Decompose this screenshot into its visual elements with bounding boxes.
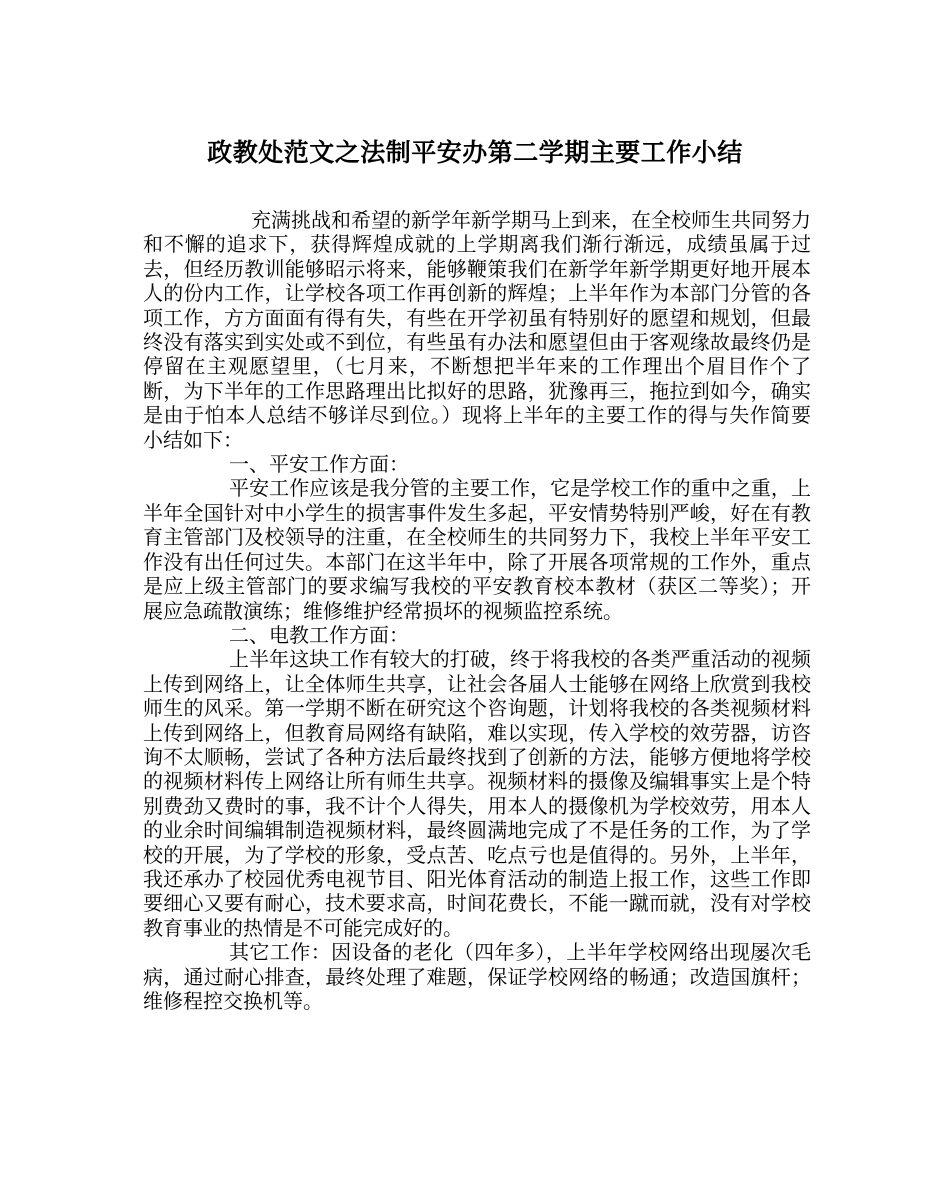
av-paragraph: 上半年这块工作有较大的打破，终于将我校的各类严重活动的视频上传到网络上，让全体师生共享，让社会各届人士能够在网络上欣赏到我校师生的风采。第一学期不断在研究这个咨询题，计划将我校的各类视频材料上传到网络上，但教育局网络有缺陷，难以实现，传入学校的效劳器，访咨询不太顺畅，尝试了各种方法后最终找到了创新的方法，能够方便地将学校的视频材料传上网络让所有师生共享。视频材料的摄像及编辑事实上是个特别费劲又费时的事，我不计个人得失，用本人的摄像机为学校效劳，用本人的业余时间编辑制造视频材料，最终圆满地完成了不是任务的工作，为了学校的开展，为了学校的形象，受点苦、吃点亏也是值得的。另外，上半年，我还承办了校园优秀电视节目、阳光体育活动的制造上报工作，这些工作即要细心又要有耐心，技术要求高，时间花费长，不能一蹴而就，没有对学校教育事业的热情是不可能完成好的。	[143, 647, 811, 940]
intro-paragraph: 充满挑战和希望的新学年新学期马上到来，在全校师生共同努力和不懈的追求下，获得辉煌成就的上学期离我们渐行渐远，成绩虽属于过去，但经历教训能够昭示将来，能够鞭策我们在新学年新学期更好地开展本人的份内工作，让学校各项工作再创新的辉煌；上半年作为本部门分管的各项工作，方方面面有得有失，有些在开学初虽有特别好的愿望和规划，但最终没有落实到实处或不到位，有些虽有办法和愿望但由于客观缘故最终仍是停留在主观愿望里，（七月来，不断想把半年来的工作理出个眉目作个了断，为下半年的工作思路理出比拟好的思路，犹豫再三，拖拉到如今，确实是由于怕本人总结不够详尽到位。）现将上半年的主要工作的得与失作简要小结如下：	[143, 208, 811, 452]
document-body	[143, 208, 811, 1013]
section-heading-safety: 一、平安工作方面：	[229, 452, 409, 477]
safety-paragraph: 平安工作应该是我分管的主要工作，它是学校工作的重中之重，上半年全国针对中小学生的损害事件发生多起，平安情势特别严峻，好在有教育主管部门及校领导的注重，在全校师生的共同努力下，我校上半年平安工作没有出任何过失。本部门在这半年中，除了开展各项常规的工作外，重点是应上级主管部门的要求编写我校的平安教育校本教材（获区二等奖）；开展应急疏散演练；维修维护经常损坏的视频监控系统。	[143, 476, 811, 623]
other-work-paragraph: 其它工作：因设备的老化（四年多），上半年学校网络出现屡次毛病，通过耐心排查，最终处理了难题，保证学校网络的畅通；改造国旗杆；维修程控交换机等。	[143, 940, 811, 1013]
document-title: 政教处范文之法制平安办第二学期主要工作小结	[207, 138, 743, 167]
section-heading-av: 二、电教工作方面：	[229, 622, 409, 647]
